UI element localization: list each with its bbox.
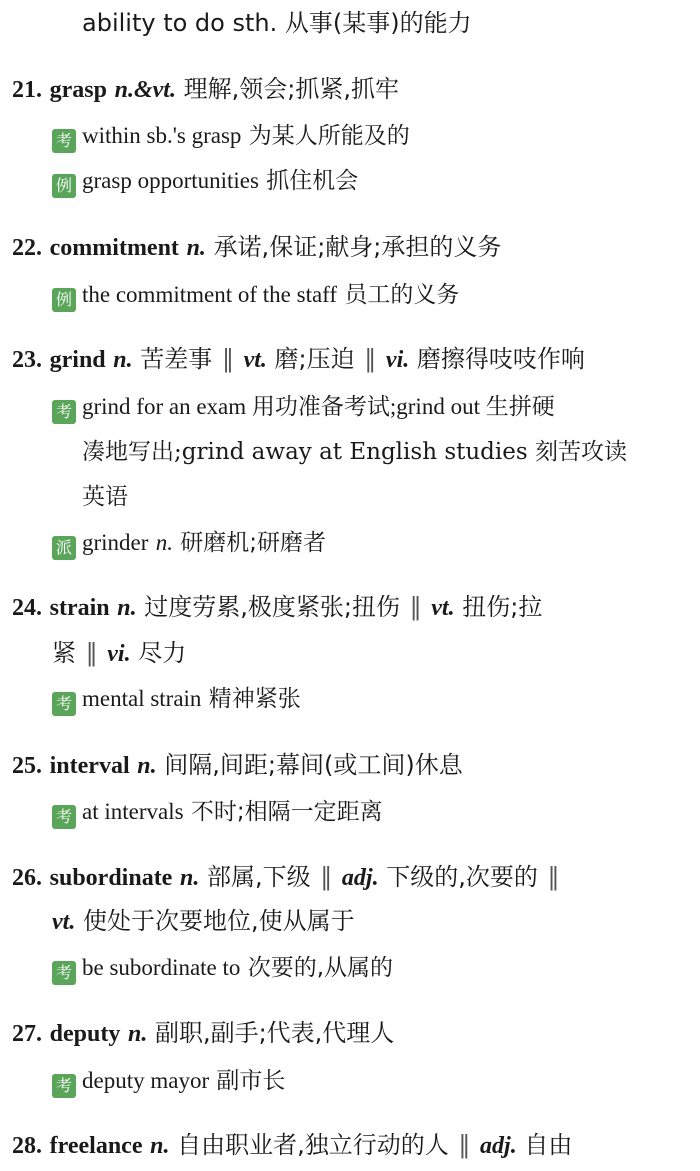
entry-21-example: 例 grasp opportunities 抓住机会	[52, 166, 700, 198]
li-badge-icon: 例	[52, 288, 76, 312]
entry-23-phrase-1-cont: 凑地写出;grind away at English studies 刻苦攻读	[82, 439, 627, 465]
entry-23-derivative: 派 grinder n. 研磨机;研磨者	[52, 528, 700, 560]
entry-28-headword: 28. freelance n. 自由职业者,独立行动的人 ‖ adj. 自由	[12, 1131, 573, 1159]
entry-25-phrase-1: 考 at intervals 不时;相隔一定距离	[52, 797, 700, 829]
kao-badge-icon: 考	[52, 692, 76, 716]
entry-25-headword: 25. interval n. 间隔,间距;幕间(或工间)休息	[12, 751, 463, 779]
li-badge-icon: 例	[52, 174, 76, 198]
continued-definition: ability to do sth. 从事(某事)的能力	[82, 9, 472, 37]
entry-23-headword: 23. grind n. 苦差事 ‖ vt. 磨;压迫 ‖ vi. 磨擦得吱吱作响	[12, 345, 585, 373]
entry-26-headword: 26. subordinate n. 部属,下级 ‖ adj. 下级的,次要的 ‖	[12, 863, 560, 891]
kao-badge-icon: 考	[52, 129, 76, 153]
entry-21-headword: 21. grasp n.&vt. 理解,领会;抓紧,抓牢	[12, 75, 399, 103]
entry-26-phrase-1: 考 be subordinate to 次要的,从属的	[52, 953, 700, 985]
entry-21-phrase-1: 考 within sb.'s grasp 为某人所能及的	[52, 121, 700, 153]
kao-badge-icon: 考	[52, 961, 76, 985]
entry-23-phrase-1-cont2: 英语	[82, 484, 128, 510]
kao-badge-icon: 考	[52, 805, 76, 829]
entry-23-phrase-1: 考 grind for an exam 用功准备考试;grind out 生拼硬	[52, 392, 700, 424]
entry-22-example: 例 the commitment of the staff 员工的义务	[52, 280, 700, 312]
entry-22-headword: 22. commitment n. 承诺,保证;献身;承担的义务	[12, 233, 502, 261]
entry-26-headword-cont: vt. 使处于次要地位,使从属于	[52, 907, 355, 935]
kao-badge-icon: 考	[52, 1074, 76, 1098]
kao-badge-icon: 考	[52, 400, 76, 424]
entry-24-phrase-1: 考 mental strain 精神紧张	[52, 684, 700, 716]
entry-27-headword: 27. deputy n. 副职,副手;代表,代理人	[12, 1019, 395, 1047]
entry-27-phrase-1: 考 deputy mayor 副市长	[52, 1066, 700, 1098]
entry-24-headword: 24. strain n. 过度劳累,极度紧张;扭伤 ‖ vt. 扭伤;拉	[12, 593, 543, 621]
entry-24-headword-cont: 紧 ‖ vi. 尽力	[52, 639, 187, 667]
pai-badge-icon: 派	[52, 536, 76, 560]
